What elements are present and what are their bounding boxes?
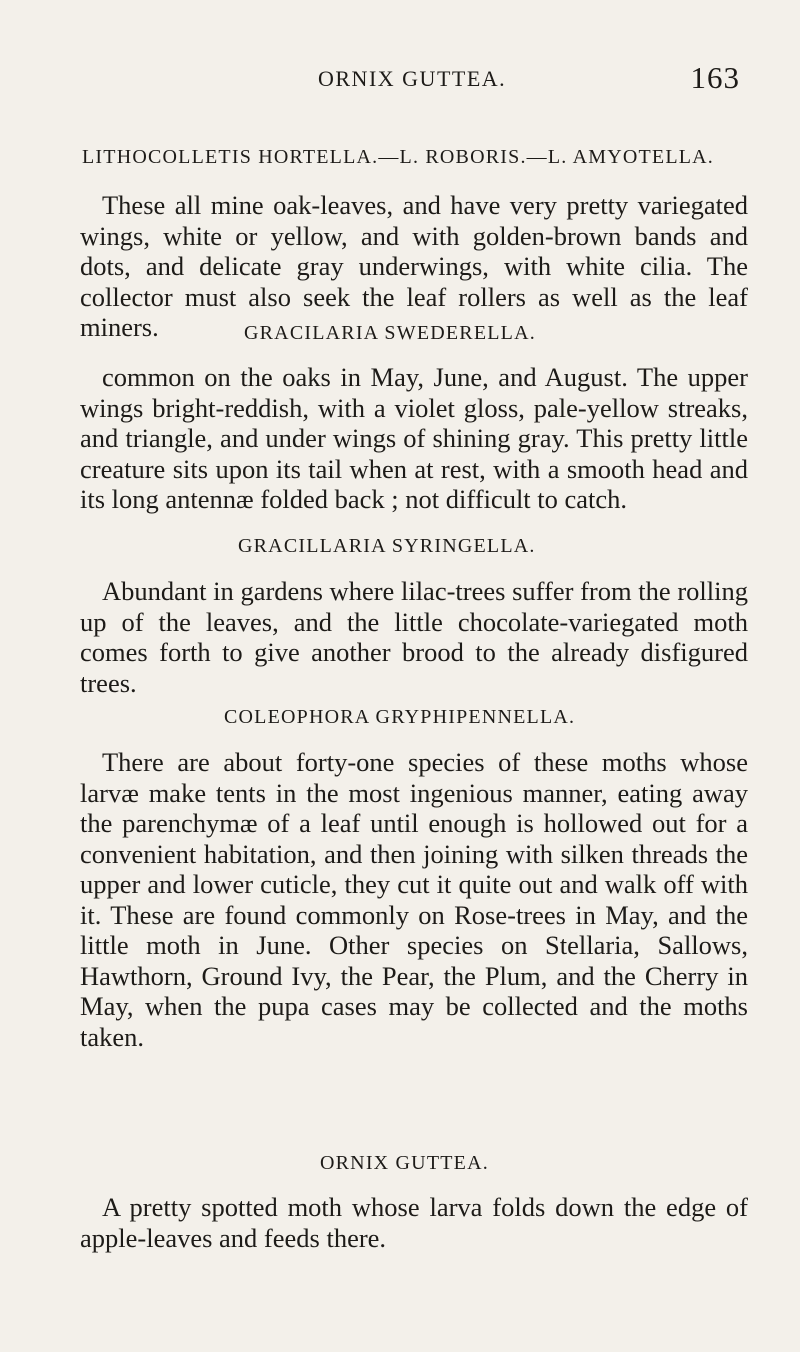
- section-paragraph: Abundant in gardens where lilac-trees suffer from the rolling up of the leaves, and the little chocolate-variegated moth comes forth to give another brood to the already disfigured trees.: [80, 576, 748, 698]
- section-heading: ORNIX GUTTEA.: [320, 1152, 489, 1174]
- section-paragraph: There are about forty-one species of these moths whose larvæ make tents in the most ingenious manner, eating away the parenchymæ of a leaf until enough is hollowed out for a convenient habitation, and then joining with silken threads the upper and lower cuticle, they cut it quite out and walk off with it. These are found commonly on Rose-trees in May, and the little moth in June. Other species on Stellaria, Sallows, Hawthorn, Ground Ivy, the Pear, the Plum, and the Cherry in May, when the pupa cases may be collected and the moths taken.: [80, 747, 748, 1052]
- section-heading: GRACILARIA SWEDERELLA.: [244, 322, 536, 344]
- section-paragraph: These all mine oak-leaves, and have very pretty variegated wings, white or yellow, and with golden-brown bands and dots, and delicate gray underwings, with white cilia. The collector must also seek the leaf rollers as well as the leaf miners.: [80, 190, 748, 342]
- page-number: 163: [690, 60, 740, 95]
- section-paragraph: A pretty spotted moth whose larva folds down the edge of apple-leaves and feeds there.: [80, 1192, 748, 1253]
- running-head: [0, 62, 800, 102]
- running-title: ORNIX GUTTEA.: [318, 66, 507, 91]
- section-heading: LITHOCOLLETIS HORTELLA.—L. ROBORIS.—L. AMYOTELLA.: [82, 146, 714, 168]
- section-heading: COLEOPHORA GRYPHIPENNELLA.: [224, 706, 576, 728]
- section-heading: GRACILLARIA SYRINGELLA.: [238, 535, 536, 557]
- section-paragraph: common on the oaks in May, June, and August. The upper wings bright-reddish, with a violet gloss, pale-yellow streaks, and triangle, and under wings of shining gray. This pretty little creature sits upon its tail when at rest, with a smooth head and its long antennæ folded back ; not difficult to catch.: [80, 362, 748, 514]
